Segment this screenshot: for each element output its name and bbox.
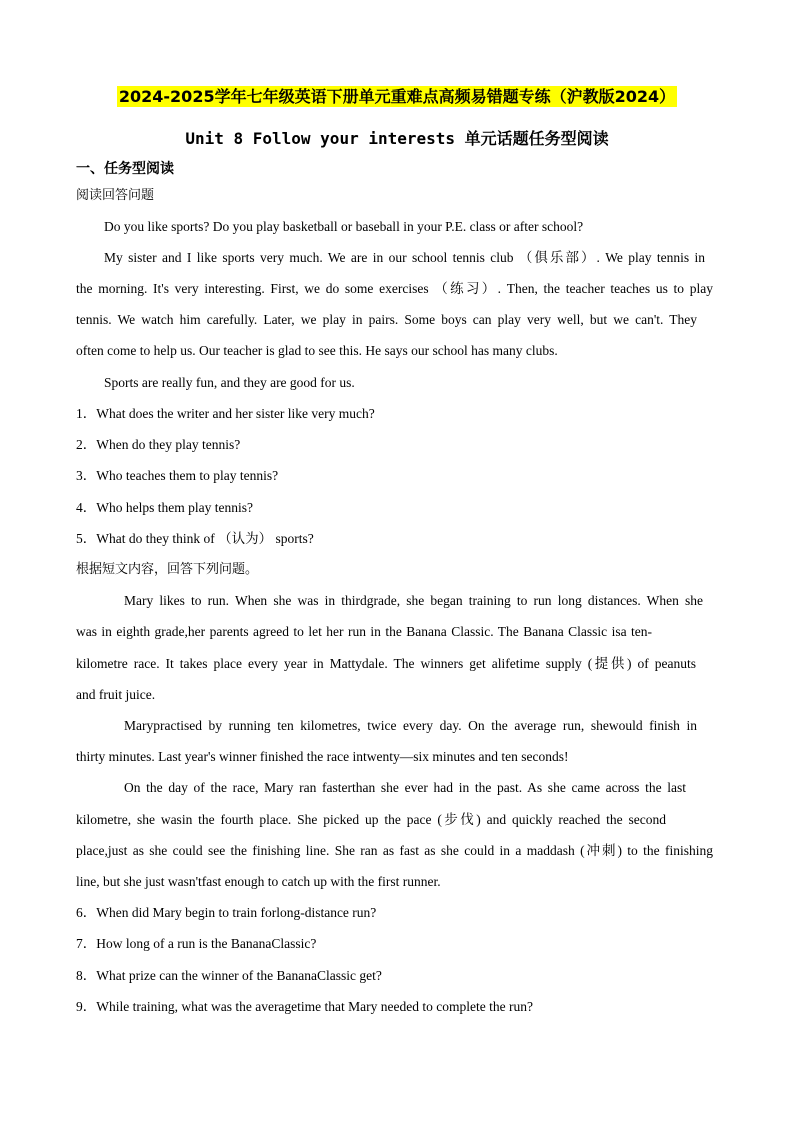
question-item: 7．How long of a run is the BananaClassic?: [76, 936, 317, 951]
passage-line: and fruit juice.: [76, 687, 156, 702]
passage-line: line, but she just wasn'tfast enough to catch up with the first runner.: [76, 874, 441, 889]
passage-line: the morning. It's very interesting. First, we do some exercises （练习）. Then, the teacher teaches us to play: [76, 281, 713, 296]
section-instruction: 阅读回答问题: [76, 188, 155, 203]
passage-line: thirty minutes. Last year's winner finished the race intwenty—six minutes and ten seconds!: [76, 749, 569, 764]
section-heading: 一、任务型阅读: [76, 161, 174, 177]
passage-line: Do you like sports? Do you play basketball or baseball in your P.E. class or after school?: [104, 219, 584, 234]
question-item: 4．Who helps them play tennis?: [76, 500, 253, 515]
passage-line: Marypractised by running ten kilometres, twice every day. On the average run, shewould finish in: [124, 718, 697, 733]
question-item: 6．When did Mary begin to train forlong-distance run?: [76, 905, 377, 920]
passage-line: Mary likes to run. When she was in thirdgrade, she began training to run long distances. When she: [124, 593, 703, 608]
document-subtitle: Unit 8 Follow your interests 单元话题任务型阅读: [185, 129, 609, 148]
passage-line: kilometre race. It takes place every year in Mattydale. The winners get alifetime supply (提供) of peanuts: [76, 656, 696, 671]
passage-line: Sports are really fun, and they are good for us.: [104, 375, 355, 390]
question-item: 9．While training, what was the averagetime that Mary needed to complete the run?: [76, 999, 533, 1014]
question-item: 1．What does the writer and her sister like very much?: [76, 406, 375, 421]
passage-line: kilometre, she wasin the fourth place. She picked up the pace (步伐) and quickly reached the second: [76, 812, 666, 827]
question-item: 3．Who teaches them to play tennis?: [76, 468, 279, 483]
passage-line: tennis. We watch him carefully. Later, we play in pairs. Some boys can play very well, but we can't. They: [76, 312, 697, 327]
passage-line: place,just as she could see the finishing line. She ran as fast as she could in a maddash (冲刺) to the finishing: [76, 843, 713, 858]
question-item: 5．What do they think of （认为） sports?: [76, 531, 314, 546]
question-item: 2．When do they play tennis?: [76, 437, 241, 452]
passage-line: was in eighth grade,her parents agreed to let her run in the Banana Classic. The Banana Classic isa ten-: [76, 624, 652, 639]
passage-line: On the day of the race, Mary ran fasterthan she ever had in the past. As she came across the last: [124, 780, 686, 795]
passage-line: often come to help us. Our teacher is glad to see this. He says our school has many clubs.: [76, 343, 558, 358]
passage-line: My sister and I like sports very much. We are in our school tennis club （俱乐部）. We play tennis in: [104, 250, 705, 265]
document-title: 2024-2025学年七年级英语下册单元重难点高频易错题专练（沪教版2024）: [118, 87, 676, 106]
question-item: 8．What prize can the winner of the BananaClassic get?: [76, 968, 382, 983]
section-instruction: 根据短文内容，回答下列问题。: [76, 562, 259, 577]
